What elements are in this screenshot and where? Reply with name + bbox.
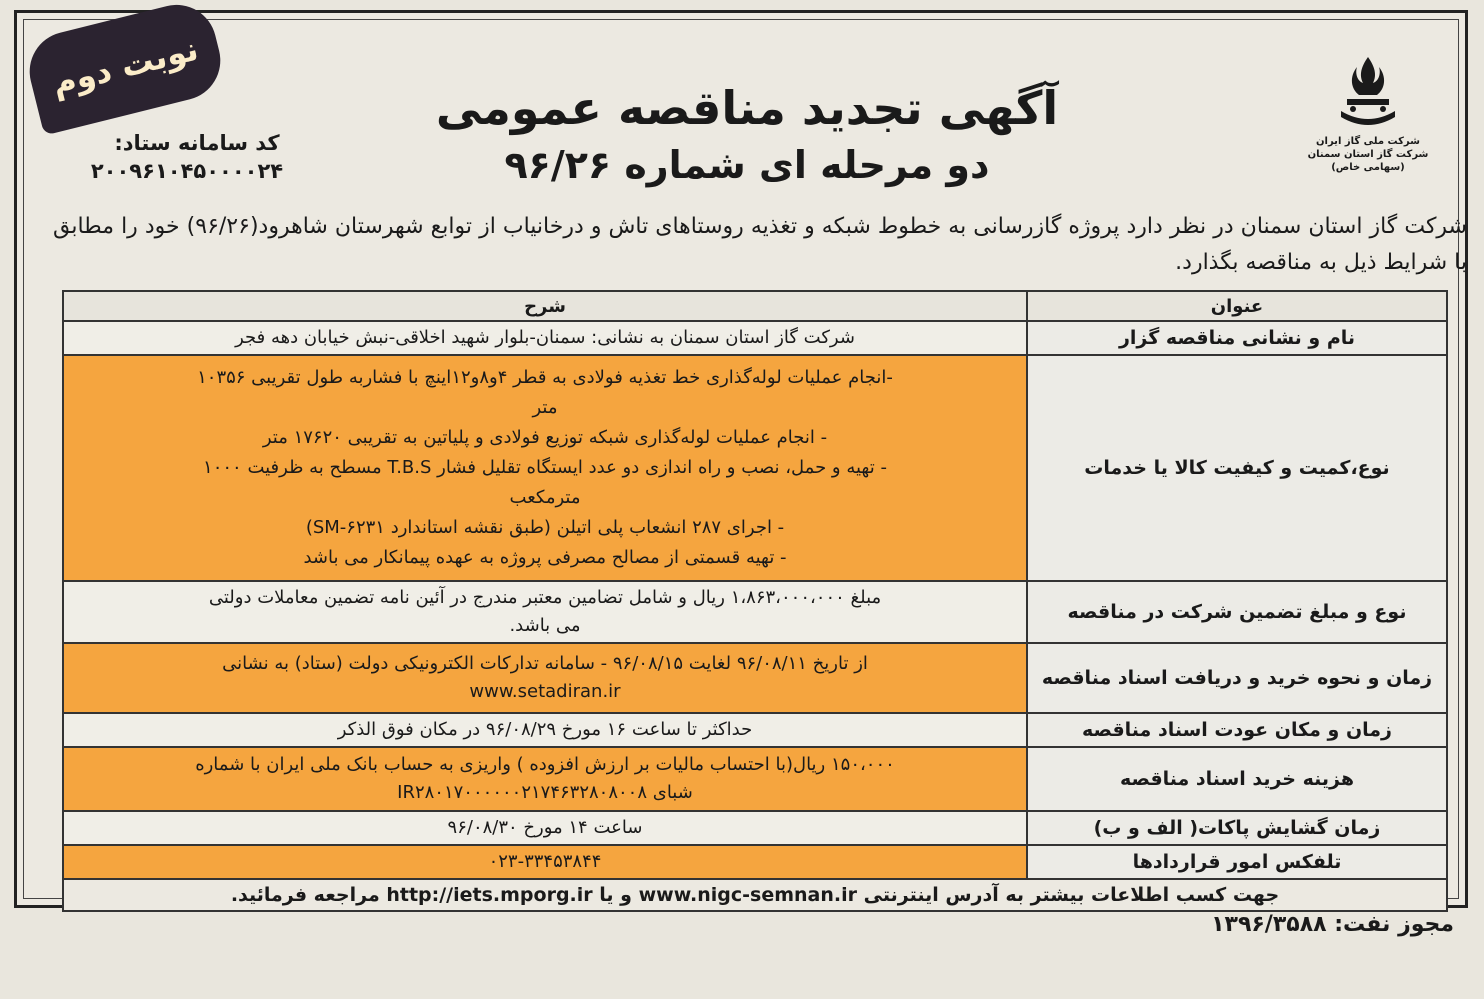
table-footer-row bbox=[63, 879, 1447, 911]
table-row bbox=[63, 811, 1447, 845]
table-row bbox=[63, 713, 1447, 747]
goods-line-7: - تهیه قسمتی از مصالح مصرفی پروژه به عهده پیمانکار می باشد bbox=[303, 547, 787, 568]
system-code-label: کد سامانه ستاد: bbox=[114, 131, 280, 155]
row-value-goods-services bbox=[63, 355, 1027, 581]
oil-permit: مجوز نفت: ۱۳۹۶/۳۵۸۸ bbox=[1211, 912, 1454, 937]
row-label-guarantee: نوع و مبلغ تضمین شرکت در مناقصه bbox=[1027, 581, 1447, 643]
row-value-guarantee bbox=[63, 581, 1027, 643]
telefax-line: ۰۲۳-۳۳۴۵۳۸۴۴ bbox=[488, 851, 602, 872]
row-label-doc-cost: هزینه خرید اسناد مناقصه bbox=[1027, 747, 1447, 811]
goods-line-2: متر bbox=[532, 397, 558, 418]
intro-paragraph: شرکت گاز استان سمنان در نظر دارد پروژه گازرسانی به خطوط شبکه و تغذیه روستاهای تاش و درخانیاب از توابع شهرستان شاهرود(۹۶/۲۶) خود را مطابق با شرایط ذیل به مناقصه بگذارد. bbox=[53, 214, 1467, 275]
logo-line-2: شرکت گاز استان سمنان bbox=[1307, 149, 1429, 160]
goods-line-5: مترمکعب bbox=[509, 487, 581, 508]
badge-text: نوبت دوم bbox=[48, 29, 202, 103]
ad-title: آگهی تجدید مناقصه عمومی bbox=[435, 81, 1059, 135]
header-desc-cell: شرح bbox=[63, 291, 1027, 321]
setad-url-link[interactable]: www.setadiran.ir bbox=[469, 681, 621, 702]
goods-line-1: -انجام عملیات لوله‌گذاری خط تغذیه فولادی به قطر ۴و۸و۱۲اینچ با فشاربه طول تقریبی ۱۰۳۵۶ bbox=[197, 367, 893, 388]
row-value-purchase-time bbox=[63, 643, 1027, 713]
row-label-purchase-time: زمان و نحوه خرید و دریافت اسناد مناقصه bbox=[1027, 643, 1447, 713]
row-value-organizer bbox=[63, 321, 1027, 355]
cost-line-2: شبای IR۲۸۰۱۷۰۰۰۰۰۰۲۱۷۴۶۳۲۸۰۸۰۰۸ bbox=[397, 782, 693, 803]
row-label-telefax: تلفکس امور قراردادها bbox=[1027, 845, 1447, 879]
row-value-return-time bbox=[63, 713, 1027, 747]
table-row bbox=[63, 845, 1447, 879]
table-row bbox=[63, 747, 1447, 811]
row-label-goods-services: نوع،کمیت و کیفیت کالا یا خدمات bbox=[1027, 355, 1447, 581]
organizer-line: شرکت گاز استان سمنان به نشانی: سمنان-بلوار شهید اخلاقی-نبش خیابان دهه فجر bbox=[235, 327, 855, 348]
row-label-organizer: نام و نشانی مناقصه گزار bbox=[1027, 321, 1447, 355]
row-value-doc-cost bbox=[63, 747, 1027, 811]
header-title-cell: عنوان bbox=[1027, 291, 1447, 321]
footer-info: جهت کسب اطلاعات بیشتر به آدرس اینترنتی www.nigc-semnan.ir و یا http://iets.mporg.ir مراجعه فرمائید. bbox=[63, 879, 1447, 911]
goods-line-4: - تهیه و حمل، نصب و راه اندازی دو عدد ایستگاه تقلیل فشار T.B.S مسطح به ظرفیت ۱۰۰۰ bbox=[203, 457, 887, 478]
row-value-telefax bbox=[63, 845, 1027, 879]
row-label-return-time: زمان و مکان عودت اسناد مناقصه bbox=[1027, 713, 1447, 747]
goods-line-6: - اجرای ۲۸۷ انشعاب پلی اتیلن (طبق نقشه استاندارد SM-۶۲۳۱) bbox=[305, 517, 785, 538]
table-row bbox=[63, 643, 1447, 713]
table-row bbox=[63, 321, 1447, 355]
opening-line: ساعت ۱۴ مورخ ۹۶/۰۸/۳۰ bbox=[447, 817, 643, 838]
logo-line-1: شرکت ملی گاز ایران bbox=[1316, 136, 1420, 147]
guarantee-line-1: مبلغ ۱،۸۶۳،۰۰۰،۰۰۰ ریال و شامل تضامین معتبر مندرج در آئین نامه تضمین معاملات دولتی bbox=[208, 587, 882, 608]
purchase-line-1: از تاریخ ۹۶/۰۸/۱۱ لغایت ۹۶/۰۸/۱۵ - سامانه تدارکات الکترونیکی دولت (ستاد) به نشانی bbox=[222, 653, 868, 674]
company-logo bbox=[1303, 53, 1433, 183]
table-row bbox=[63, 581, 1447, 643]
ad-subtitle: دو مرحله ای شماره ۹۶/۲۶ bbox=[504, 143, 990, 187]
row-label-opening-time: زمان گشایش پاکات( الف و ب) bbox=[1027, 811, 1447, 845]
table-header-row bbox=[63, 291, 1447, 321]
return-line: حداکثر تا ساعت ۱۶ مورخ ۹۶/۰۸/۲۹ در مکان فوق الذکر bbox=[337, 719, 753, 740]
table-row bbox=[63, 355, 1447, 581]
goods-line-3: - انجام عملیات لوله‌گذاری شبکه توزیع فولادی و پلیاتین به تقریبی ۱۷۶۲۰ متر bbox=[262, 427, 828, 448]
gas-flame-logo-icon bbox=[1333, 53, 1403, 133]
logo-line-3: (سهامی خاص) bbox=[1331, 162, 1405, 173]
system-code-value: ۲۰۰۹۶۱۰۴۵۰۰۰۰۲۴ bbox=[90, 159, 284, 183]
row-value-opening-time bbox=[63, 811, 1027, 845]
cost-line-1: ۱۵۰،۰۰۰ ریال(با احتساب مالیات بر ارزش افزوده ) واریزی به حساب بانک ملی ایران با شماره bbox=[195, 754, 895, 775]
guarantee-line-2: می باشد. bbox=[509, 615, 581, 636]
tender-table bbox=[62, 290, 1448, 912]
